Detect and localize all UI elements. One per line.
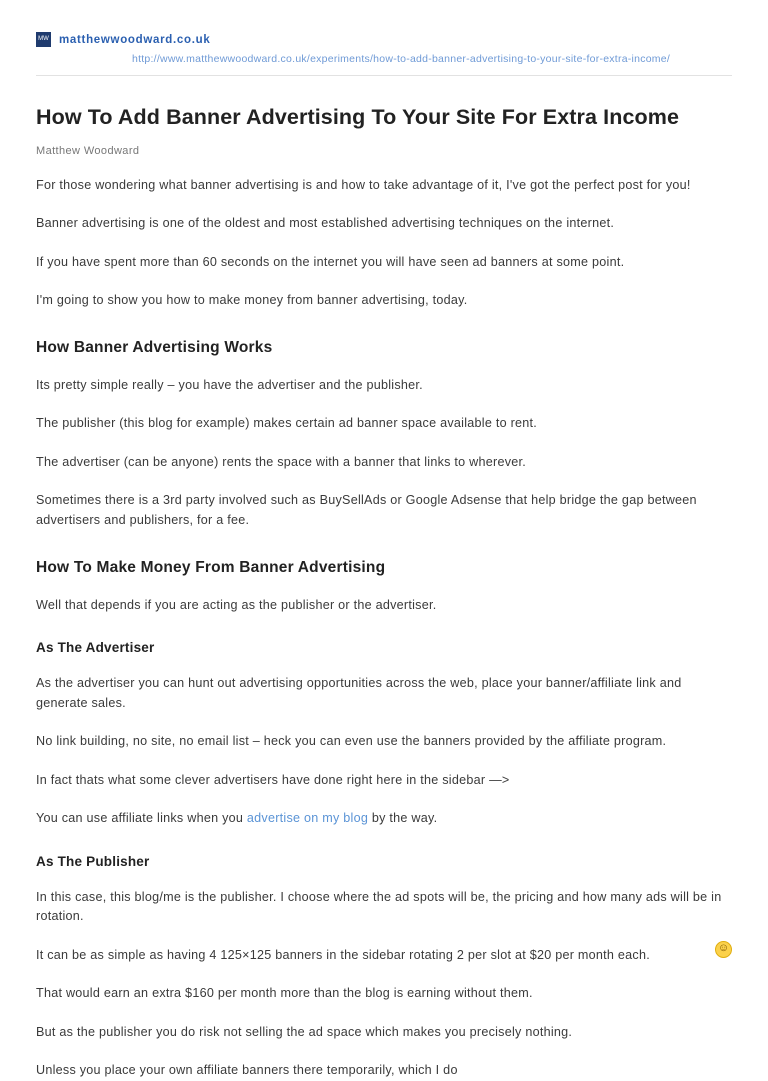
text-after-link: by the way. — [368, 811, 438, 826]
site-name: matthewwoodward.co.uk — [59, 33, 211, 46]
paragraph: If you have spent more than 60 seconds on the internet you will have seen ad banners at some point. — [36, 254, 625, 269]
paragraph: No link building, no site, no email list – heck you can even use the banners provided by the affiliate program. — [36, 734, 667, 749]
site-header — [0, 0, 768, 65]
paragraph: Unless you place your own affiliate banners there temporarily, which I do — [36, 1063, 458, 1078]
paragraph: It can be as simple as having 4 125×125 banners in the sidebar rotating 2 per slot at $20 per month each. — [36, 947, 650, 962]
paragraph: Well that depends if you are acting as the publisher or the advertiser. — [36, 597, 437, 612]
paragraph: For those wondering what banner advertising is and how to take advantage of it, I've got the perfect post for you! — [36, 177, 691, 192]
paragraph: Banner advertising is one of the oldest and most established advertising techniques on the internet. — [36, 216, 615, 231]
paragraph: Its pretty simple really – you have the advertiser and the publisher. — [36, 377, 423, 392]
brand-row — [36, 32, 732, 47]
page-url[interactable]: http://www.matthewwoodward.co.uk/experiments/how-to-add-banner-advertising-to-your-site-for-extra-income/ — [132, 53, 671, 65]
paragraph: But as the publisher you do risk not selling the ad space which makes you precisely nothing. — [36, 1024, 573, 1039]
smiley-face-icon — [715, 941, 732, 958]
paragraph: In this case, this blog/me is the publisher. I choose where the ad spots will be, the pricing and how many ads will be in rotation. — [36, 889, 722, 924]
paragraph-with-link — [36, 809, 732, 829]
paragraph: The publisher (this blog for example) makes certain ad banner space available to rent. — [36, 416, 538, 431]
paragraph: As the advertiser you can hunt out advertising opportunities across the web, place your banner/affiliate link and generate sales. — [36, 676, 682, 710]
section-heading-how-banner-advertising-works: How Banner Advertising Works — [36, 338, 273, 356]
text-before-link: You can use affiliate links when you — [36, 811, 247, 826]
paragraph: I'm going to show you how to make money from banner advertising, today. — [36, 293, 468, 308]
subsection-heading-as-the-advertiser: As The Advertiser — [36, 640, 155, 656]
subsection-heading-as-the-publisher: As The Publisher — [36, 853, 150, 869]
section-heading-how-to-make-money: How To Make Money From Banner Advertising — [36, 558, 386, 576]
page-title: How To Add Banner Advertising To Your Site For Extra Income — [36, 105, 680, 129]
article-body — [0, 104, 768, 1081]
author-byline: Matthew Woodward — [36, 144, 140, 157]
header-divider — [36, 75, 732, 76]
advertise-on-my-blog-link[interactable]: advertise on my blog — [246, 811, 369, 826]
paragraph: In fact thats what some clever advertisers have done right here in the sidebar —> — [36, 772, 510, 787]
paragraph: That would earn an extra $160 per month more than the blog is earning without them. — [36, 986, 533, 1001]
site-favicon-icon: MW — [36, 32, 51, 47]
paragraph: Sometimes there is a 3rd party involved such as BuySellAds or Google Adsense that help bridge the gap between advertisers and publishers, for a fee. — [36, 493, 697, 527]
paragraph: The advertiser (can be anyone) rents the space with a banner that links to wherever. — [36, 454, 527, 469]
smiley-glyph: ☺ — [717, 942, 730, 954]
